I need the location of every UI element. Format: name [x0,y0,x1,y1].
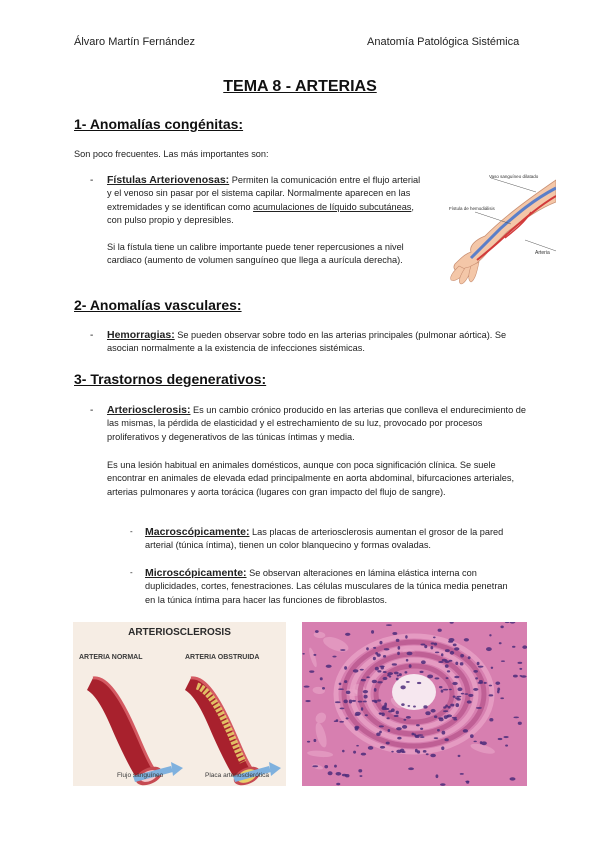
diagram-label-obstructed: ARTERIA OBSTRUIDA [185,654,260,661]
header-author: Álvaro Martín Fernández [74,36,196,48]
text-hemorragias: Se pueden observar sobre todo en las arterias principales (pulmonar aórtica). Se asocian normalmente a la existencia de infecciones sistémicas. [107,330,507,354]
text-fistulas-b: , con pulso propio y depresibles. [107,201,414,226]
term-fistulas: Fístulas Arteriovenosas: [107,174,230,186]
text-microscopic: Se observan alteraciones en lámina elástica interna con duplicidades, cortes, fenestraciones. Las células musculares de la túnica media penetran en la túnica íntima para hacer las funciones de fibroblastos. [145,568,508,605]
histology-micrograph [302,622,527,786]
paragraph-fistulas-2: Si la fístula tiene un calibre importante puede tener repercusiones a nivel cardiaco (aumento de volumen sanguíneo que llega a aurícula derecha). [107,242,404,266]
term-macroscopic: Macroscópicamente: [145,526,250,538]
list-item-arteriosclerosis [107,404,527,444]
term-arteriosclerosis: Arteriosclerosis: [107,404,191,416]
section-heading-vascular: 2- Anomalías vasculares: [74,297,242,313]
diagram-caption-plaque: Placa arteriosclerótica [205,772,269,779]
bullet-dash: - [130,568,133,577]
header-subject: Anatomía Patológica Sistémica [367,36,520,48]
bullet-dash: - [90,330,94,341]
list-item-fistulas [107,174,425,228]
text-fistulas-a: Permiten la comunicación entre el flujo arterial y el venoso sin pasar por el sistema capilar. Normalmente aparecen en las extremidades y se identifican como [107,175,421,212]
arm-label-top: Vaso sanguíneo dilatado [489,174,539,179]
diagram-label-normal: ARTERIA NORMAL [79,654,143,661]
term-hemorragias: Hemorragias: [107,329,175,341]
term-microscopic: Microscópicamente: [145,567,247,579]
list-item-hemorragias [107,329,527,356]
subitem-macroscopic [145,526,510,553]
arteriosclerosis-diagram [73,622,286,786]
bullet-dash: - [90,175,94,186]
arm-label-right: Arteria [535,250,550,256]
diagram-title: ARTERIOSCLEROSIS [128,627,231,638]
paragraph-arteriosclerosis-2: Es una lesión habitual en animales domésticos, aunque con poca significación clínica. Se suele encontrar en animales de elevada edad principalmente en aorta abdominal, bifurcaciones arteriales, arterias pulmonares y aorta torácica (lugares con gran impacto del flujo de sangre). [107,460,515,497]
arm-label-left: Fístula de hemodiálisis [449,206,495,211]
section-intro: Son poco frecuentes. Las más importantes son: [74,149,269,159]
arm-fistula-illustration [441,166,556,286]
bullet-dash: - [90,405,94,416]
bullet-dash: - [130,527,133,536]
section-heading-congenital: 1- Anomalías congénitas: [74,116,244,132]
text-arteriosclerosis: Es un cambio crónico producido en las arterias que conlleva el endurecimiento de las mismas, la pérdida de elasticidad y el estrechamiento de su luz, provocado por procesos proliferativos y degenerativos de las túnicas íntimas y media. [107,405,526,442]
text-fistulas-underlined: acumulaciones de líquido subcutáneas [253,201,412,212]
subitem-microscopic [145,567,510,607]
diagram-caption-flow: Flujo sanguíneo [117,772,164,779]
text-macroscopic: Las placas de arteriosclerosis aumentan el grosor de la pared arterial (túnica íntima), tienen un color blanquecino y formas ovaladas. [145,527,504,551]
page-title: TEMA 8 - ARTERIAS [223,78,377,95]
section-heading-degenerative: 3- Trastornos degenerativos: [74,371,267,387]
